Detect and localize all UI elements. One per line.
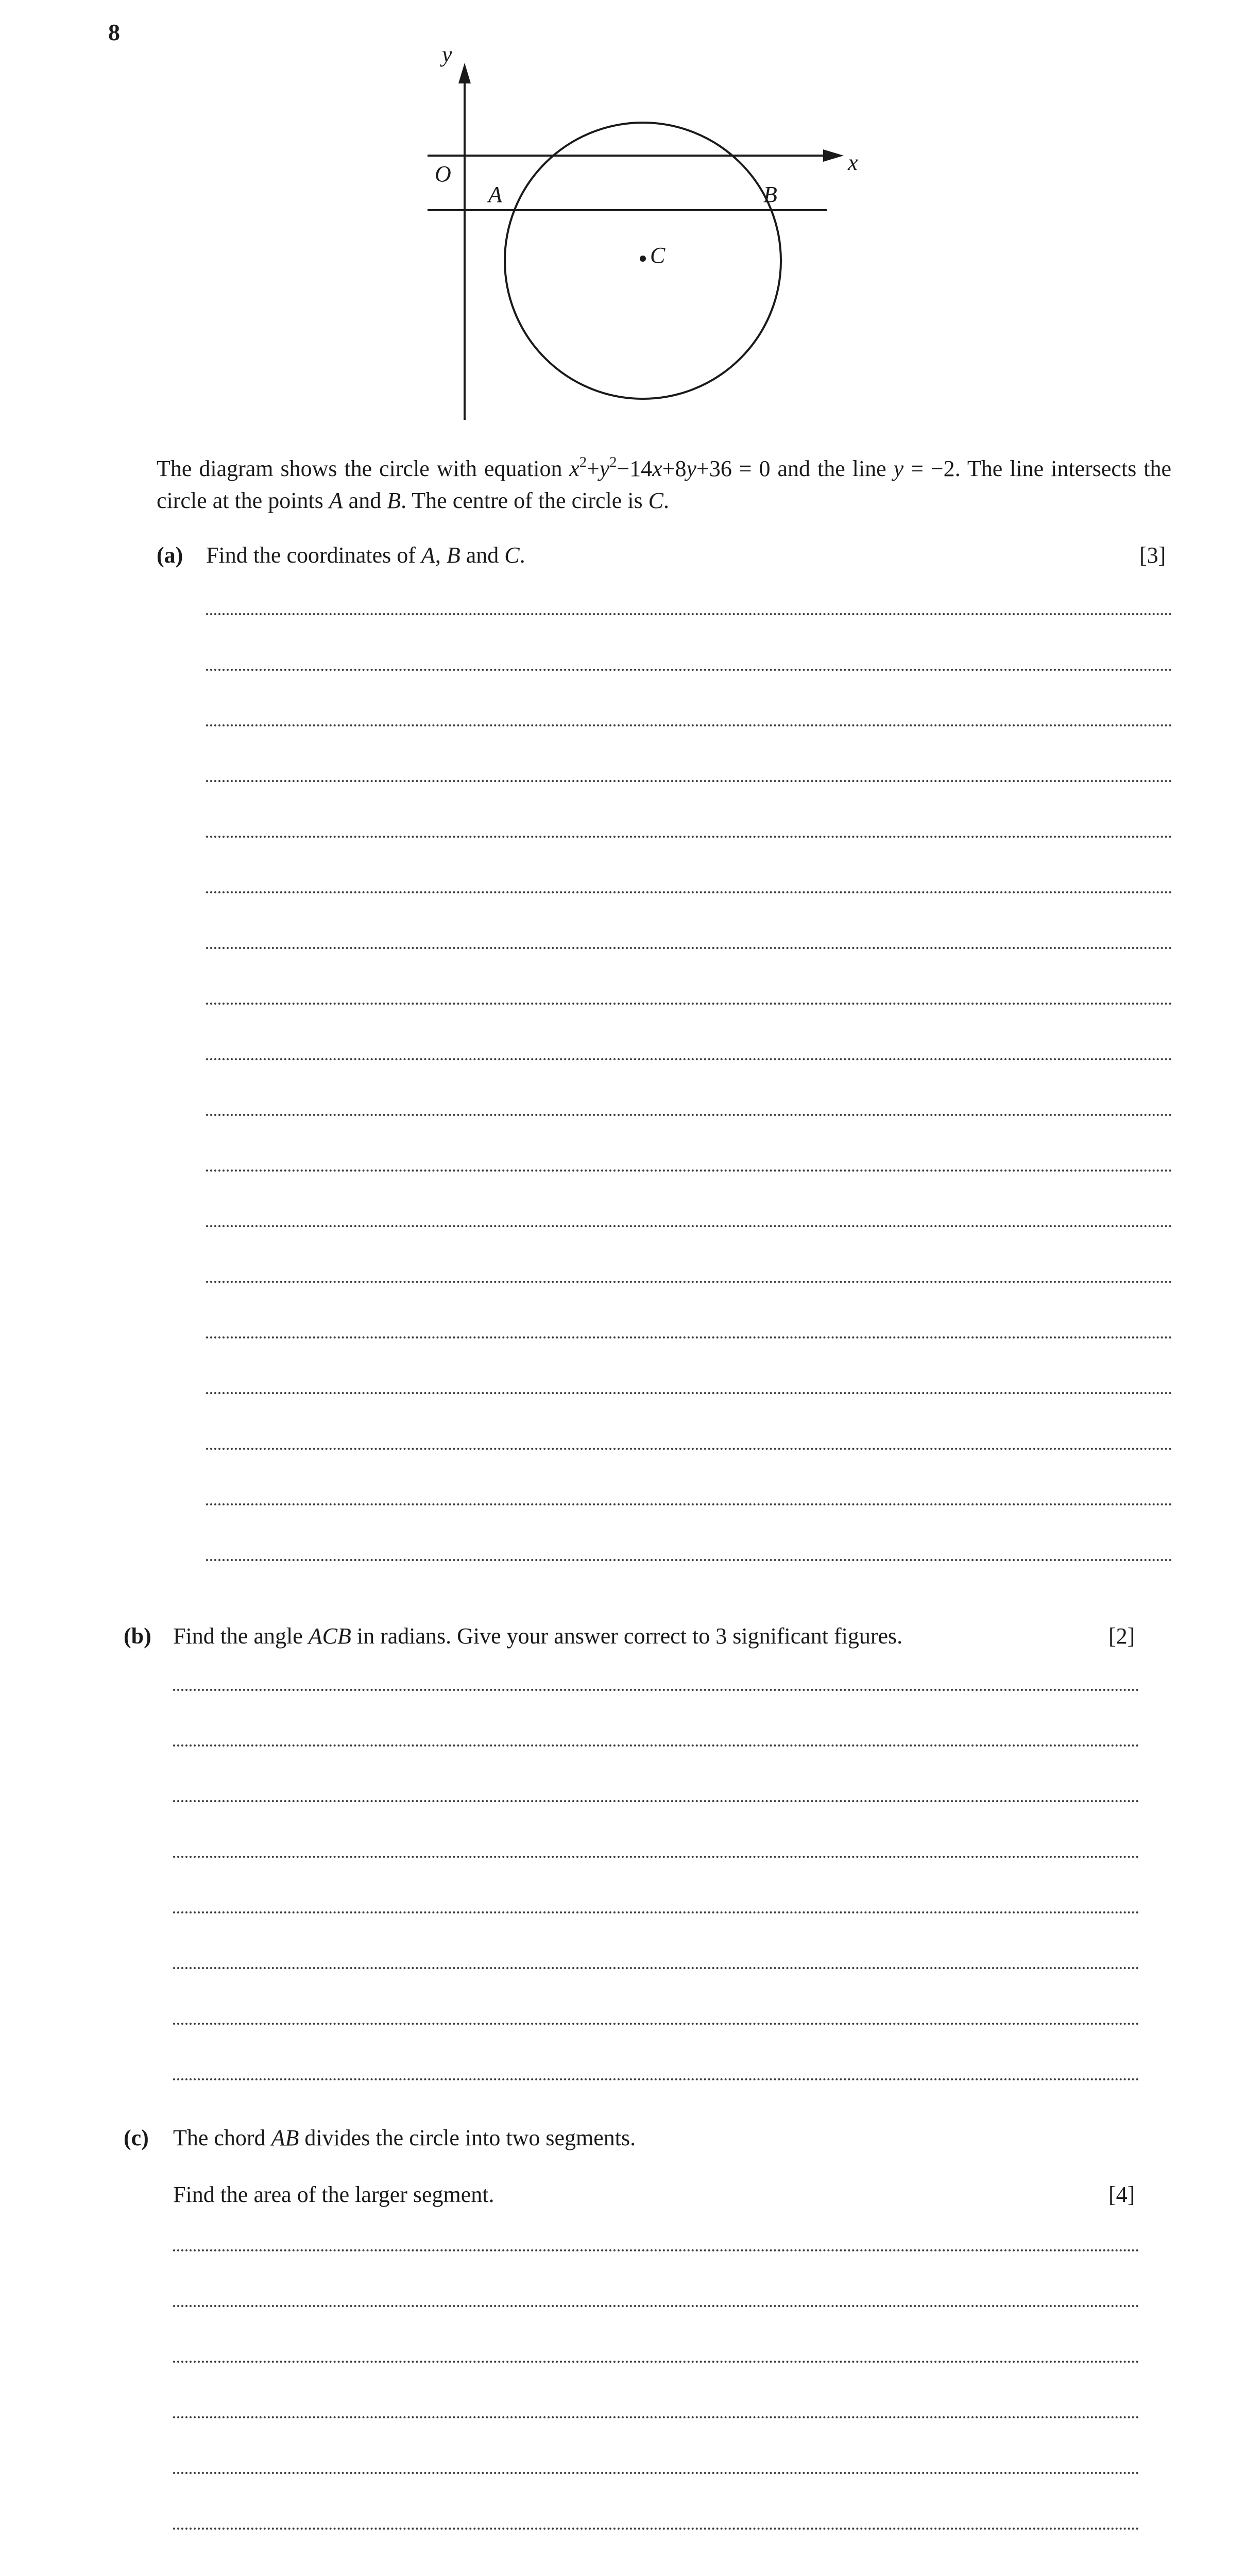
answer-line[interactable] xyxy=(206,1392,1172,1394)
part-b-marks: [2] xyxy=(1108,1623,1135,1649)
part-b-text: Find the angle ACB in radians. Give your answer correct to 3 significant figures. xyxy=(173,1623,903,1649)
part-a-answer-lines[interactable] xyxy=(206,613,1172,1571)
y-axis-label: y xyxy=(442,42,452,67)
part-a-label: (a) xyxy=(157,543,183,568)
answer-line[interactable] xyxy=(173,2023,1139,2025)
answer-line[interactable] xyxy=(206,1281,1172,1283)
x-axis-arrowhead xyxy=(823,149,844,162)
answer-line[interactable] xyxy=(206,1448,1172,1450)
answer-line[interactable] xyxy=(206,613,1172,615)
part-b-question xyxy=(124,1622,1174,1653)
part-c-marks: [4] xyxy=(1108,2182,1135,2207)
answer-line[interactable] xyxy=(173,2528,1139,2530)
answer-line[interactable] xyxy=(206,1225,1172,1227)
part-c-instruction xyxy=(173,2180,1100,2211)
answer-line[interactable] xyxy=(206,836,1172,838)
x-axis-label: x xyxy=(848,150,858,175)
answer-line[interactable] xyxy=(173,1800,1139,1802)
part-a-text: Find the coordinates of A, B and C. xyxy=(206,543,525,568)
answer-line[interactable] xyxy=(173,2305,1139,2307)
part-c-instruction-text: Find the area of the larger segment. xyxy=(173,2182,494,2207)
y-axis-arrowhead xyxy=(458,63,471,83)
part-a-marks: [3] xyxy=(1139,543,1166,568)
answer-line[interactable] xyxy=(206,1058,1172,1060)
answer-line[interactable] xyxy=(206,1114,1172,1116)
answer-line[interactable] xyxy=(173,1856,1139,1858)
origin-label: O xyxy=(435,161,451,187)
point-a-label: A xyxy=(488,182,502,207)
answer-line[interactable] xyxy=(173,2361,1139,2363)
answer-line[interactable] xyxy=(173,1689,1139,1691)
answer-line[interactable] xyxy=(206,780,1172,782)
part-b-answer-lines[interactable] xyxy=(173,1689,1139,2091)
part-c-label: (c) xyxy=(124,2125,149,2150)
point-b-label: B xyxy=(763,182,777,207)
answer-line[interactable] xyxy=(206,1559,1172,1561)
part-c-question xyxy=(124,2124,1174,2155)
question-intro: The diagram shows the circle with equation $x^2+y^2-14x+8y+36 = 0$ and the line y = −2. The line intersects the circle at the points A and B. The centre of the circle is C. xyxy=(157,454,1171,513)
answer-line[interactable] xyxy=(206,669,1172,671)
answer-line[interactable] xyxy=(206,1170,1172,1172)
part-c-text: The chord AB divides the circle into two segments. xyxy=(173,2125,636,2150)
part-c-answer-lines[interactable] xyxy=(173,2249,1139,2576)
answer-line[interactable] xyxy=(206,1003,1172,1005)
answer-line[interactable] xyxy=(206,1503,1172,1505)
part-b-label: (b) xyxy=(124,1623,151,1649)
answer-line[interactable] xyxy=(173,2249,1139,2251)
answer-line[interactable] xyxy=(173,1744,1139,1747)
centre-label: C xyxy=(650,243,665,268)
circle-line-diagram xyxy=(422,36,886,428)
centre-point xyxy=(640,256,646,262)
answer-line[interactable] xyxy=(173,2416,1139,2418)
answer-line[interactable] xyxy=(206,724,1172,726)
answer-line[interactable] xyxy=(173,2472,1139,2474)
answer-line[interactable] xyxy=(206,891,1172,893)
part-a-question xyxy=(157,541,1171,572)
answer-line[interactable] xyxy=(173,1911,1139,1913)
answer-line[interactable] xyxy=(206,947,1172,949)
answer-line[interactable] xyxy=(173,1967,1139,1969)
answer-line[interactable] xyxy=(206,1336,1172,1338)
answer-line[interactable] xyxy=(173,2078,1139,2080)
page-number: 8 xyxy=(108,19,120,45)
